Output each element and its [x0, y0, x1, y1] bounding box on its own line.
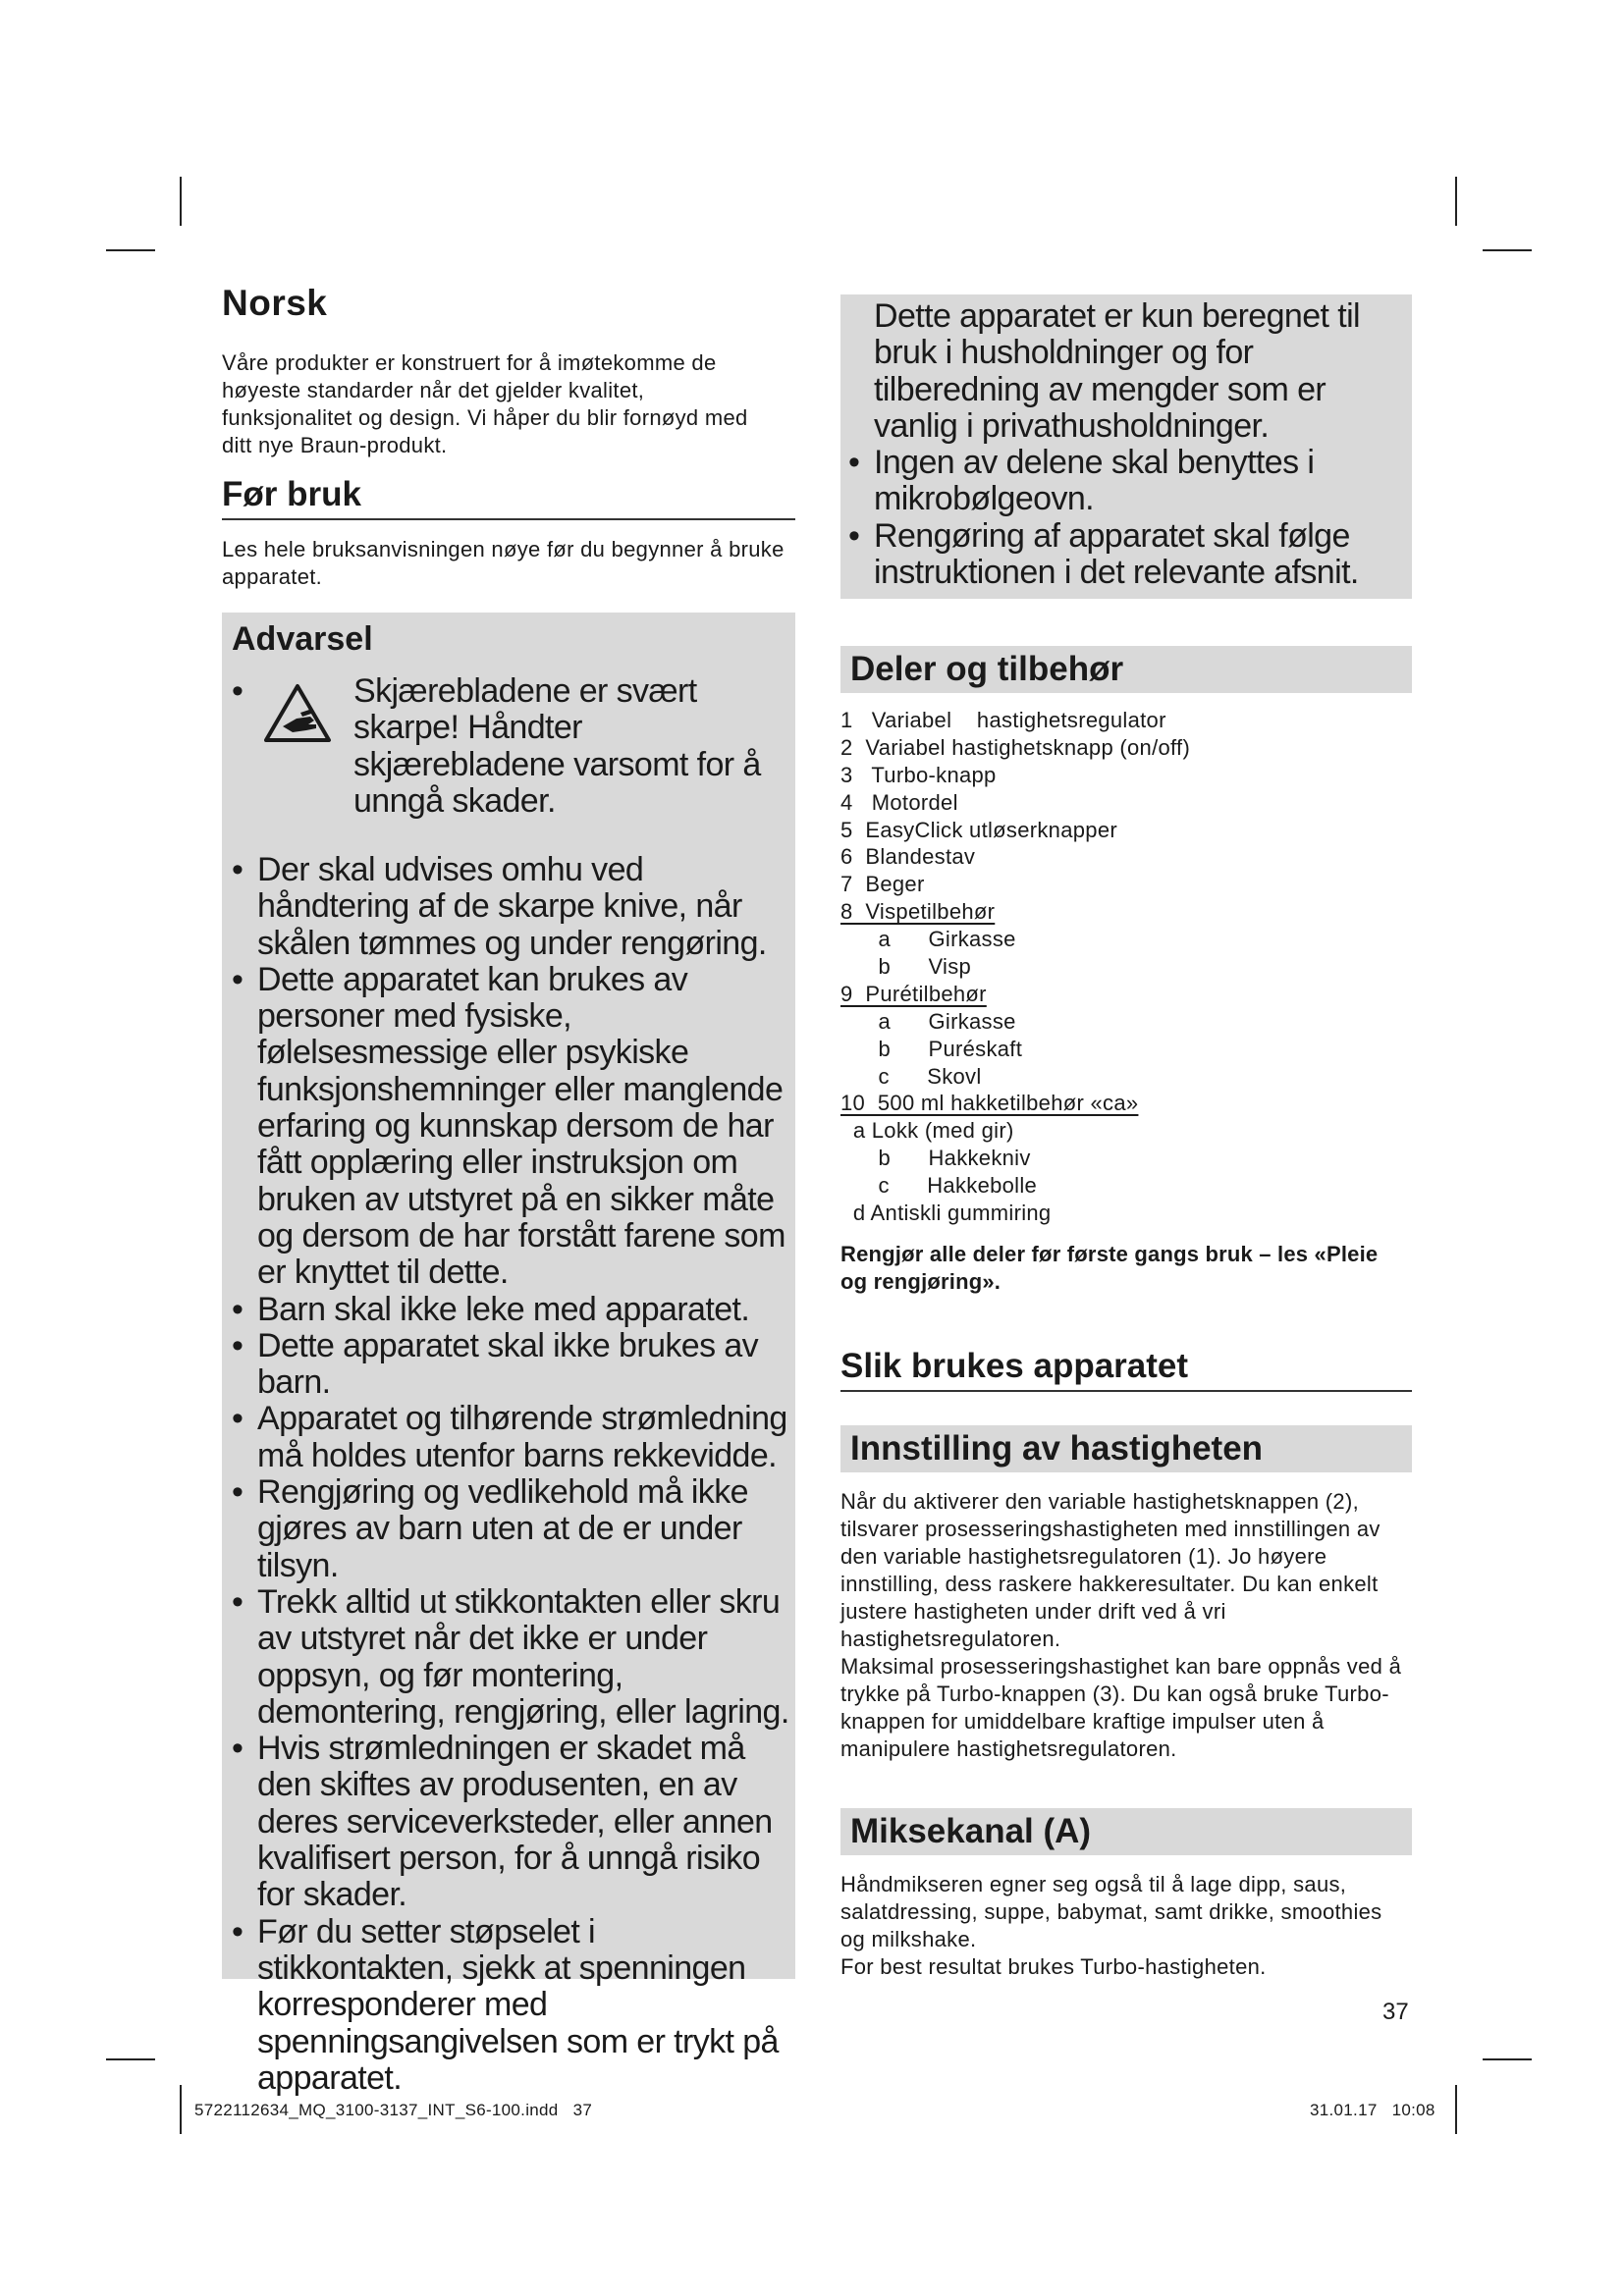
parts-list-item: b Puréskaft — [840, 1036, 1023, 1061]
parts-list-item: 9 Purétilbehør — [840, 981, 987, 1006]
speed-text-1: Når du aktiverer den variable hastighetsknappen (2), tilsvarer prosesseringshastigheten med innstillingen av den variable hastighetsregulatoren (1). Jo høyere innstilling, dess raskere hakkeresultater. Du kan enkelt justere hastigheten under drift ved å vri hastighetsregulatoren. — [840, 1489, 1380, 1651]
crop-mark — [1483, 249, 1532, 251]
parts-list-item: 3 Turbo-knapp — [840, 762, 997, 787]
warning-item — [232, 852, 789, 962]
parts-list-item: 2 Variabel hastighetsknapp (on/off) — [840, 734, 1191, 760]
parts-list-item: 8 Vispetilbehør — [840, 899, 996, 925]
parts-list-item: 10 500 ml hakketilbehør «ca» — [840, 1091, 1139, 1116]
footer-file-name: 5722112634_MQ_3100-3137_INT_S6-100.indd 37 — [194, 2101, 593, 2119]
warning-item-text: Trekk alltid ut stikkontakten eller skru av utstyret når det ikke er under oppsyn, og før montering, demontering, rengjøring, eller lagring. — [257, 1582, 789, 1731]
bullet: • — [232, 1290, 244, 1328]
bullet: • — [848, 444, 860, 481]
bullet: • — [232, 1912, 244, 1950]
parts-list-item: d Antiskli gummiring — [840, 1201, 1052, 1226]
parts-list-item: 7 Beger — [840, 872, 925, 897]
warning-item — [232, 1328, 789, 1402]
warning-item-text: Før du setter støpselet i stikkontakten, sjekk at spenningen korresponderer med spenningsangivelsen som er trykt på apparatet. — [257, 1912, 779, 2097]
warning-item-text: Dette apparatet skal ikke brukes av barn. — [257, 1326, 759, 1402]
warning-item — [232, 962, 789, 1292]
bullet: • — [232, 1730, 244, 1768]
warning-item-text: Dette apparatet kan brukes av personer med fysiske, følelsesmessige eller psykiske funksjonshemninger eller manglende erfaring og kunnskap dersom de har fått opplæring eller instruksjon om bruken av utstyret på en sikker måte og dersom de har forstått farene som er knyttet til dette. — [257, 960, 785, 1292]
warning-item-text: Rengjøring og vedlikehold må ikke gjøres av barn uten at de er under tilsyn. — [257, 1473, 748, 1584]
household-use-paragraph: Dette apparatet er kun beregnet til bruk i husholdninger og for tilberedning av mengder som er vanlig i privathusholdninger. — [874, 297, 1360, 445]
page-number: 37 — [1382, 1999, 1409, 2025]
parts-list-item: c Skovl — [840, 1063, 982, 1089]
warning-item-text: Apparatet og tilhørende strømledning må holdes utenfor barns rekkevidde. — [257, 1400, 787, 1474]
section-title-for-bruk: Før bruk — [222, 475, 795, 520]
warning-item-text: Der skal udvises omhu ved håndtering af de skarpe knive, når skålen tømmes og under rengøring. — [257, 851, 767, 962]
section-title-slik-brukes: Slik brukes apparatet — [840, 1347, 1412, 1392]
section-title-deler: Deler og tilbehør — [840, 646, 1412, 693]
crop-mark — [1455, 2085, 1457, 2134]
warning-item-text: Hvis strømledningen er skadet må den skiftes av produsenten, en av deres serviceverksteder, eller annen kvalifisert person, for å unngå risiko for skader. — [257, 1730, 773, 1914]
for-bruk-paragraph: Les hele bruksanvisningen nøye før du begynner å bruke apparatet. — [222, 537, 785, 589]
parts-list-item: 4 Motordel — [840, 789, 958, 815]
warning-item-text: Skjærebladene er svært skarpe! Håndter skjærebladene varsomt for å unngå skader. — [353, 672, 761, 820]
crop-mark — [180, 177, 182, 226]
speed-paragraph — [840, 1488, 1410, 1763]
parts-list-item: 6 Blandestav — [840, 844, 976, 870]
bullet: • — [232, 1582, 244, 1621]
bullet: • — [232, 1326, 244, 1364]
bullet: • — [232, 851, 244, 888]
warning-item-text: Ingen av delene skal benyttes i mikrobølgeovn. — [874, 444, 1315, 518]
bullet: • — [232, 672, 244, 710]
mix-text-2: For best resultat brukes Turbo-hastigheten. — [840, 1954, 1267, 1979]
crop-mark — [106, 249, 155, 251]
warning-item — [848, 518, 1408, 592]
warning-item — [232, 1914, 789, 2097]
mix-paragraph — [840, 1871, 1410, 1981]
bullet: • — [848, 516, 860, 555]
warning-item-text: Barn skal ikke leke med apparatet. — [257, 1290, 750, 1328]
warning-list — [232, 673, 789, 2097]
language-heading: Norsk — [222, 283, 328, 323]
parts-list-item: b Visp — [840, 954, 972, 980]
section-title-innstilling: Innstilling av hastigheten — [840, 1425, 1412, 1472]
warning-box-continued — [840, 294, 1412, 599]
warning-box — [222, 613, 795, 2097]
parts-list-item: a Lokk (med gir) — [840, 1118, 1014, 1144]
warning-item — [848, 445, 1408, 518]
parts-list-item: a Girkasse — [840, 1008, 1016, 1034]
parts-list-item: c Hakkebolle — [840, 1173, 1038, 1199]
warning-item — [232, 1401, 789, 1474]
bullet: • — [232, 960, 244, 998]
warning-list-continued — [848, 445, 1408, 591]
parts-list-item: a Girkasse — [840, 927, 1016, 952]
crop-mark — [180, 2085, 182, 2134]
intro-paragraph: Våre produkter er konstruert for å imøtekomme de høyeste standarder når det gjelder kvalitet, funksjonalitet og design. Vi håper du blir fornøyd med ditt nye Braun-produkt. — [222, 350, 748, 457]
footer-datetime: 31.01.17 10:08 — [1310, 2101, 1435, 2119]
warning-item-text: Rengøring af apparatet skal følge instruktionen i det relevante afsnit. — [874, 516, 1359, 591]
bullet: • — [232, 1473, 244, 1512]
hand-blade-warning-icon — [263, 683, 332, 744]
warning-item — [232, 1584, 789, 1731]
warning-item — [232, 1474, 789, 1584]
parts-list — [840, 707, 1390, 1227]
mix-text-1: Håndmikseren egner seg også til å lage dipp, saus, salatdressing, suppe, babymat, samt drikke, smoothies og milkshake. — [840, 1872, 1382, 1951]
crop-mark — [1455, 177, 1457, 226]
warning-item — [232, 673, 789, 852]
warning-item — [232, 1292, 789, 1328]
speed-text-2: Maksimal prosesseringshastighet kan bare oppnås ved å trykke på Turbo-knappen (3). Du kan også bruke Turbo-knappen for umiddelbare kraftige impulser uten å manipulere hastighetsregulatoren. — [840, 1654, 1402, 1761]
crop-mark — [1483, 2058, 1532, 2060]
crop-mark — [106, 2058, 155, 2060]
section-title-miksekanal: Miksekanal (A) — [840, 1808, 1412, 1855]
parts-list-item: 5 EasyClick utløserknapper — [840, 817, 1117, 842]
warning-title: Advarsel — [232, 620, 373, 658]
parts-list-item: b Hakkekniv — [840, 1146, 1031, 1171]
bullet: • — [232, 1400, 244, 1438]
cleaning-note: Rengjør alle deler før første gangs bruk – les «Pleie og rengjøring». — [840, 1242, 1379, 1294]
warning-item — [232, 1731, 789, 1913]
parts-list-item: 1 Variabel hastighetsregulator — [840, 708, 1166, 732]
